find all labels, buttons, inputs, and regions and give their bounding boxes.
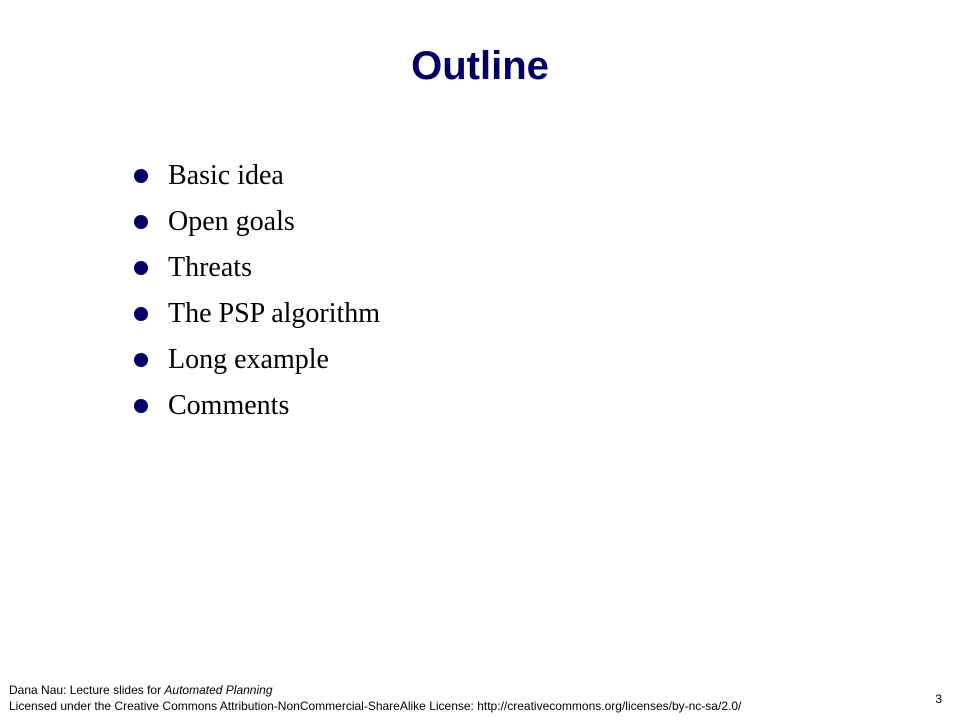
bullet-item [134,245,380,291]
page-number: 3 [935,692,942,706]
bullet-text: Open goals [168,206,295,237]
bullet-list [134,153,380,429]
bullet-item [134,199,380,245]
bullet-text: Long example [168,344,329,375]
bullet-dot-icon [134,399,148,413]
bullet-dot-icon [134,353,148,367]
bullet-text: Threats [168,252,252,283]
bullet-text: The PSP algorithm [168,298,381,329]
footer-author-text: Dana Nau: Lecture slides for [9,683,165,697]
bullet-item [134,337,380,383]
bullet-item [134,383,380,429]
bullet-text: Basic idea [168,160,284,191]
bullet-dot-icon [134,307,148,321]
footer-book-title: Automated Planning [164,683,273,697]
bullet-text: Comments [168,390,290,421]
bullet-item [134,153,380,199]
bullet-item [134,291,380,337]
footer-line-1 [9,682,741,698]
slide-footer [9,682,741,714]
bullet-dot-icon [134,169,148,183]
slide-title: Outline [411,44,549,88]
bullet-dot-icon [134,261,148,275]
bullet-dot-icon [134,215,148,229]
footer-license-text: Licensed under the Creative Commons Attribution-NonCommercial-ShareAlike License: http://creativecommons.org/licenses/by-nc-sa/2.0/ [9,699,742,713]
